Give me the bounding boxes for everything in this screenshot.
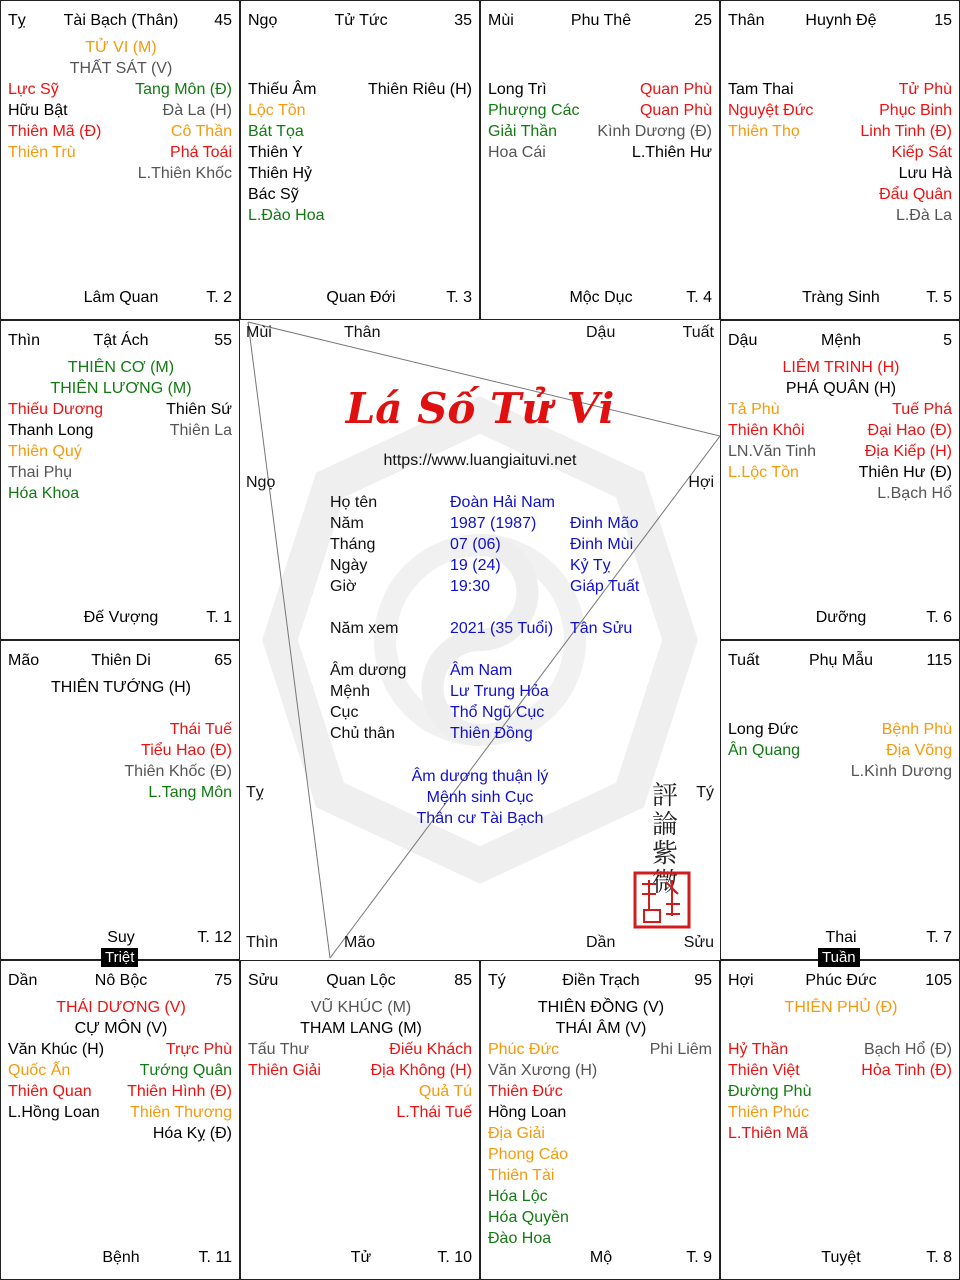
minor-star: Thiếu Dương [8,401,104,418]
palace-number: 15 [934,12,952,29]
minor-star: L.Thiên Hư [631,144,712,161]
palace-branch: Ngọ [248,12,278,29]
minor-star: Thiên Trù [8,144,76,161]
palace-ngo [240,0,480,320]
info-label: Giờ [330,578,357,595]
minor-star: Thiên Tài [488,1167,555,1184]
palace-number: 55 [214,332,232,349]
minor-star: L.Kình Dương [850,763,952,780]
minor-star: Đà La (H) [162,102,232,119]
info-label: Âm dương [330,662,407,679]
minor-star: Cô Thần [170,123,232,140]
palace-t-number: T. 8 [926,1249,952,1266]
center-branch-label: Dậu [586,324,616,341]
minor-star: Phục Binh [879,102,952,119]
palace-ty-rat [480,960,720,1280]
palace-house: Thiên Di [91,652,151,669]
info-value-canchi: Kỷ Tỵ [570,557,611,574]
info-value-canchi: Giáp Tuất [570,578,640,595]
minor-star: Tuế Phá [892,401,952,418]
palace-branch: Tuất [728,652,760,669]
minor-star: Thiên Hư (Đ) [858,464,952,481]
minor-star: Đẩu Quân [879,186,952,203]
center-branch-label: Mùi [246,324,272,341]
major-star: PHÁ QUÂN (H) [785,380,897,397]
minor-star: Phúc Đức [488,1041,560,1058]
minor-star: Trực Phù [165,1041,232,1058]
palace-t-number: T. 12 [197,929,232,946]
minor-star: Thiên La [169,422,232,439]
minor-star: Đường Phù [728,1083,812,1100]
major-star: TỬ VI (M) [85,39,157,56]
palace-tuat [720,640,960,960]
center-branch-label: Tuất [682,324,714,341]
minor-star: Lực Sỹ [8,81,59,98]
minor-star: Tử Phù [898,81,952,98]
palace-branch: Tý [488,972,506,989]
palace-t-number: T. 3 [446,289,472,306]
palace-mui [480,0,720,320]
minor-star: Quan Phù [639,81,712,98]
info-value-canchi: Đinh Mão [570,515,639,532]
seal-char: 微 [651,868,678,898]
info-label: Họ tên [330,494,378,511]
minor-star: L.Tang Môn [148,784,232,801]
minor-star: Bác Sỹ [248,186,299,203]
chart-title: Lá Số Tử Vi [345,384,615,433]
palace-thin [0,320,240,640]
palace-t-number: T. 9 [686,1249,712,1266]
minor-star: Thiên Thương [130,1104,232,1121]
minor-star: Tiểu Hao (Đ) [141,742,232,759]
palace-number: 95 [694,972,712,989]
palace-t-number: T. 11 [198,1249,232,1266]
minor-star: Hóa Khoa [8,485,80,502]
minor-star: Long Đức [728,721,799,738]
info-value-canchi: Đinh Mùi [570,536,634,553]
minor-star: Phi Liêm [649,1041,712,1058]
minor-star: Giải Thần [488,123,558,140]
palace-number: 45 [214,12,232,29]
minor-star: Đại Hao (Đ) [867,422,952,439]
minor-star: Phong Cáo [488,1146,569,1163]
minor-star: Văn Khúc (H) [8,1041,105,1058]
minor-star: L.Hồng Loan [8,1104,100,1121]
minor-star: Tam Thai [728,81,794,98]
life-stage: Quan Đới [326,289,396,306]
minor-star: Thiên Thọ [728,123,800,140]
life-stage: Tử [350,1249,372,1266]
palace-house: Tật Ách [93,332,149,349]
minor-star: L.Thái Tuế [396,1104,472,1121]
life-stage: Thai [825,929,857,946]
palace-branch: Thìn [8,332,41,349]
palace-number: 25 [694,12,712,29]
minor-star: Lộc Tồn [248,102,306,119]
minor-star: Thai Phụ [8,464,73,481]
minor-star: L.Thiên Khốc [137,165,232,182]
life-stage: Tuyệt [821,1249,861,1266]
palace-suu [240,960,480,1280]
palace-house: Phu Thê [570,12,632,29]
life-stage: Bệnh [102,1249,140,1266]
major-star: THIÊN ĐỒNG (V) [537,999,665,1016]
minor-star: Quả Tú [418,1083,472,1100]
site-url[interactable]: https://www.luangiaituvi.net [383,452,577,469]
minor-star: Phá Toái [170,144,232,161]
palace-house: Mệnh [820,332,862,349]
minor-star: Bệnh Phù [881,721,952,738]
center-branch-label: Dần [586,934,616,951]
info-label: Chủ thân [330,725,395,742]
minor-star: Thiên Quý [8,443,82,460]
palace-branch: Hợi [728,972,754,989]
info-value: 2021 (35 Tuổi) [450,620,554,637]
palace-number: 5 [943,332,952,349]
minor-star: Tả Phù [728,401,780,418]
minor-star: Thiên Riêu (H) [367,81,472,98]
seal-char: 紫 [651,839,678,869]
minor-star: Bạch Hổ (Đ) [863,1041,952,1058]
palace-house: Huynh Đệ [805,12,877,29]
life-stage: Dưỡng [815,609,867,626]
palace-t-number: T. 6 [926,609,952,626]
palace-house: Quan Lộc [326,972,396,989]
minor-star: L.Lộc Tồn [728,464,799,481]
palace-number: 85 [454,972,472,989]
info-label: Ngày [330,557,368,574]
minor-star: Kiếp Sát [891,144,952,161]
palace-branch: Dần [8,972,38,989]
major-star: THẤT SÁT (V) [69,60,173,77]
palace-house: Phụ Mẫu [808,652,874,669]
minor-star: Thái Tuế [169,721,232,738]
center-branch-label: Hợi [688,474,714,491]
minor-star: Thiếu Âm [248,81,317,98]
info-value: Đoàn Hải Nam [450,494,555,511]
palace-house: Phúc Đức [805,972,877,989]
life-stage: Mộ [589,1249,613,1266]
palace-t-number: T. 4 [686,289,712,306]
info-value: 1987 (1987) [450,515,537,532]
info-label: Tháng [330,536,376,553]
palace-t-number: T. 5 [926,289,952,306]
major-star: CỰ MÔN (V) [74,1020,168,1037]
palace-number: 65 [214,652,232,669]
minor-star: Lưu Hà [898,165,952,182]
info-value: 07 (06) [450,536,501,553]
major-star: LIÊM TRINH (H) [782,359,900,376]
minor-star: Thiên Phúc [728,1104,809,1121]
info-value: Thổ Ngũ Cục [450,704,545,721]
minor-star: Tang Môn (Đ) [135,81,232,98]
triet-tag: Triệt [101,948,138,967]
life-stage: Đế Vượng [83,609,159,626]
chart-note: Âm dương thuận lý [411,768,549,785]
minor-star: Quốc Ấn [8,1062,71,1079]
center-branch-label: Tý [696,784,714,801]
center-branch-label: Ngọ [246,474,276,491]
minor-star: L.Thiên Mã [728,1125,809,1142]
palace-t-number: T. 7 [926,929,952,946]
minor-star: Đào Hoa [488,1230,552,1247]
minor-star: L.Đà La [895,207,952,224]
palace-t-number: T. 10 [437,1249,472,1266]
minor-star: Thiên Khốc (Đ) [124,763,232,780]
major-star: VŨ KHÚC (M) [310,999,412,1016]
minor-star: L.Bạch Hổ [877,485,952,502]
palace-number: 105 [925,972,952,989]
minor-star: L.Đào Hoa [248,207,325,224]
tuan-tag: Tuần [818,948,860,967]
minor-star: Tấu Thư [248,1041,310,1058]
minor-star: Hóa Quyền [488,1209,569,1226]
palace-branch: Thân [728,12,765,29]
minor-star: Hữu Bật [8,102,68,119]
info-label: Cục [330,704,359,721]
palace-branch: Mão [8,652,40,669]
center-branch-label: Sửu [683,934,714,951]
info-label: Mệnh [330,683,371,700]
info-label: Năm [330,515,364,532]
info-value: Lư Trung Hỏa [450,683,549,700]
minor-star: Thiên Hỷ [248,165,313,182]
minor-star: Hỷ Thần [728,1041,789,1058]
minor-star: Phượng Các [488,102,580,119]
palace-dau [720,320,960,640]
info-value: Âm Nam [450,662,513,679]
minor-star: Địa Kiếp (H) [864,443,952,460]
minor-star: Nguyệt Đức [728,102,814,119]
info-value: 19:30 [450,578,491,595]
center-branch-label: Tỵ [246,784,264,801]
minor-star: Thiên Giải [248,1062,321,1079]
red-seal-stamp [632,870,694,932]
major-star: THÁI ÂM (V) [555,1020,647,1037]
minor-star: Thanh Long [8,422,94,439]
minor-star: Thiên Y [248,144,303,161]
seal-char: 論 [651,810,678,840]
palace-number: 115 [926,652,952,669]
minor-star: Ân Quang [728,742,801,759]
minor-star: Địa Giải [488,1125,545,1142]
palace-house: Tử Tức [334,12,388,29]
life-stage: Lâm Quan [83,289,159,306]
minor-star: LN.Văn Tinh [728,443,817,460]
center-branch-label: Thân [344,324,381,341]
palace-ty-snake [0,0,240,320]
palace-than [720,0,960,320]
minor-star: Điếu Khách [389,1041,472,1058]
minor-star: Địa Không (H) [370,1062,472,1079]
minor-star: Văn Xương (H) [488,1062,598,1079]
minor-star: Thiên Quan [8,1083,92,1100]
life-stage: Mộc Dục [569,289,633,306]
chart-note: Thân cư Tài Bạch [416,810,544,827]
major-star: THIÊN LƯƠNG (M) [50,380,192,397]
palace-house: Điền Trạch [562,972,640,989]
minor-star: Long Trì [488,81,547,98]
palace-branch: Tỵ [8,12,26,29]
info-label: Năm xem [330,620,399,637]
info-value: Thiên Đồng [450,725,533,742]
minor-star: Địa Võng [886,742,952,759]
palace-house: Tài Bạch (Thân) [63,12,179,29]
palace-t-number: T. 1 [206,609,232,626]
seal-char: 評 [651,781,678,811]
center-branch-label: Thìn [246,934,279,951]
palace-number: 75 [214,972,232,989]
life-stage: Tràng Sinh [802,289,880,306]
minor-star: Hỏa Tinh (Đ) [861,1062,952,1079]
major-star: THAM LANG (M) [300,1020,422,1037]
minor-star: Tướng Quân [139,1062,232,1079]
major-star: THIÊN PHỦ (Đ) [784,999,898,1016]
minor-star: Thiên Mã (Đ) [8,123,102,140]
chart-note: Mệnh sinh Cục [426,789,534,806]
minor-star: Thiên Hình (Đ) [127,1083,232,1100]
minor-star: Thiên Khôi [728,422,805,439]
major-star: THIÊN TƯỚNG (H) [51,679,191,696]
palace-t-number: T. 2 [206,289,232,306]
palace-dan [0,960,240,1280]
palace-mao [0,640,240,960]
minor-star: Quan Phù [639,102,712,119]
palace-number: 35 [454,12,472,29]
major-star: THIÊN CƠ (M) [67,359,175,376]
center-panel [240,320,720,960]
palace-branch: Dậu [728,332,758,349]
palace-branch: Sửu [248,972,279,989]
minor-star: Hóa Kỵ (Đ) [152,1125,232,1142]
info-value: 19 (24) [450,557,501,574]
life-stage: Suy [107,929,135,946]
minor-star: Thiên Sứ [166,401,232,418]
minor-star: Hoa Cái [488,144,546,161]
center-branch-label: Mão [344,934,376,951]
minor-star: Bát Tọa [248,123,304,140]
minor-star: Linh Tinh (Đ) [860,123,952,140]
major-star: THÁI DƯƠNG (V) [56,999,186,1016]
palace-branch: Mùi [488,12,514,29]
info-value-canchi: Tân Sửu [570,620,633,637]
minor-star: Hồng Loan [488,1104,567,1121]
palace-hoi [720,960,960,1280]
minor-star: Kình Dương (Đ) [597,123,712,140]
minor-star: Thiên Đức [488,1083,563,1100]
minor-star: Thiên Việt [728,1062,800,1079]
minor-star: Hóa Lộc [488,1188,548,1205]
palace-house: Nô Bộc [94,972,148,989]
